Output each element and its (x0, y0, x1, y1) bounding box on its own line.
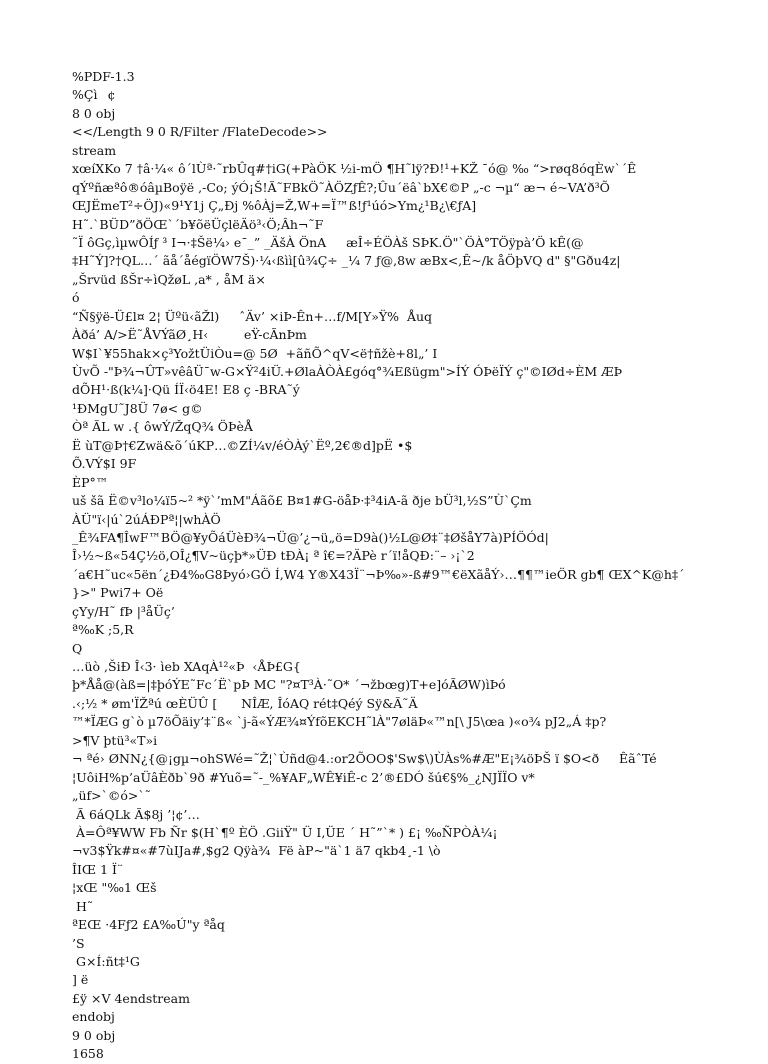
text-line: endobj (72, 1009, 115, 1025)
text-line: …üò ,ŠiÐ Î‹3· ìeb XAqÀ¹²«Þ ‹ÅÞ£G{ (72, 659, 301, 674)
text-line: Ë ùT@Þ†€Zwä&õ´úKP…©ZÍ¼v/éÒÀý`Ëº,2€®d]pË •$ (72, 437, 413, 453)
text-line: ÙvÕ -"Þ¾¬ÛT»vêâÜ¯w-G×Ÿ²4iÜ.+ØlaÀÒÀ£góq°¾Eßügm">ÍÝ ÓÞëÏÝ ç"©IØd÷ÈM ÆÞ (72, 364, 623, 379)
text-line: 1658 (72, 1046, 104, 1062)
text-line: stream (72, 142, 117, 158)
text-line: ÀÜ"ï‹|ú`2úÁÐPª¦|whÀÖ (72, 511, 221, 527)
text-line: >¶V þtü³«T»i (72, 732, 158, 748)
text-line: <</Length 9 0 R/Filter /FlateDecode>> (72, 124, 328, 140)
text-line: H˜.`BÜD”ðÖŒ`´b¥õëÜçlëÄö³‹Ö;Âh¬˜F (72, 216, 324, 232)
text-line: xœíXKo 7 †â·¼« ô´lÙª·˜rbÛq#†iG(+PàÖK ½i-mÖ ¶H˜lÿ?Ð!¹+KŽ ¯ó@ ‰ “>røq8óqÈw`´Ê (72, 161, 637, 177)
text-line: W$I`¥55hak×ç³YožtÜiÒu=@ 5Ø +ãñÕ^qV<ë†ñžè+8l„’ I (72, 345, 438, 361)
text-line: ’S (72, 935, 85, 951)
text-line: £ÿ ×V 4endstream (72, 990, 190, 1006)
text-line: ª‰K ;5,R (72, 622, 134, 638)
text-line: ¬v3$Ÿk#¤«#7ùIJa#,$g2 Qÿà¾ Fë àP~"ä`1 ä7 qkb4¸-1 \ò (72, 843, 441, 859)
raw-pdf-text (72, 68, 732, 1064)
text-line: _Ê¾FA¶ÎwF™BÖ@¥yÕáÜèÐ¾¬Ü@’¿¬ü„ö=D9à()½L@Ø‡¨‡ØšåY7à)PÍÖÓd| (72, 529, 549, 545)
text-line: 8 0 obj (72, 105, 116, 121)
text-line: ¦xŒ "‰1 Œš (72, 880, 157, 896)
text-line: çYy/H˜ fÞ |³åÜç’ (72, 603, 175, 619)
text-line: ™*ÏÆG g`ò µ7öÕäiy’‡¨ß« `j-ã«ÝÆ¾¤ÝfõEKCH˜lÀ"7øläÞ«™n[\ J5\œa )«o¾ pJ2„Á ‡p? (72, 714, 607, 730)
text-line: „Šrvüd ßŠr÷ìQžøL ,a* , åM ä× (72, 271, 266, 287)
text-line: Ã 6áQLk Ã$8j ’¦¢’… (72, 806, 200, 822)
text-line: “Ñ§ÿë-Ü£l¤ 2¦ Üºü‹ãŽl) ˆÄv’ ×iÞ-Ên+…f/M[Y»Ÿ% Åuq (72, 308, 433, 324)
text-line: %PDF-1.3 (72, 69, 135, 84)
text-line: ‡H˜Ý]?†QL…´ ãå´åégïÖW7Š)·¼‹ßìì[û¾Ç÷ _¼ 7 ƒ@,8w æBx<,Ê~/k åÖþVQ d" §"Gðu4z| (72, 253, 621, 269)
text-line: qÝºñæªô®óâµBoÿë ,-Co; ýÓ¡Š!Ã˜FBkÖ˜ÀÖZƒÊ?;Ûu´ëâ`bX€©P „-c ¬µ“ æ¬ é~VA’ð³Õ (72, 179, 610, 195)
text-line: ÈP°™ (72, 474, 109, 490)
text-line: ´a€H˜uc«5ën´¿Ð4‰G8Þyó›GÖ Í,W4 Y®X43Ï¨¬Þ‰»-ß#9™€ëXãåÝ›…¶¶™ieÖR gb¶ ŒX^K@h‡´ (72, 566, 685, 582)
text-line: þ*Åå@(àß=|‡þóÝE˜Fc´Ë`pÞ MC "?¤T³À·˜O* ´¬žbœg)T+e]óÃØW)ìÞó (72, 677, 506, 693)
text-line: ¦UôiH%p’aÜâÈðb`9ð #Yuõ=˜-_%¥AF„WÊ¥iÊ-c 2’®£DÓ šú€§%_¿NJÏÏO v* (72, 769, 535, 785)
text-line: ¹ÐMgU˜J8Ü 7ø< g© (72, 400, 203, 416)
text-line: uš šã Ë©v³lo¼ï5~² *ÿ`’mM"Áãõ£ B¤1#G-öåÞ·‡³4iA-ã ðje bÜ³l,½S”Ù`Çm (72, 493, 532, 509)
text-line: Àðá’ A/>Ë˜ÅVÝãØ¸H‹ eŸ-cÃnÞm (72, 327, 307, 343)
text-line: H˜ (72, 898, 94, 914)
text-line: ˜Ï ôGç,ìµwÔÍƒ ³ I¬·‡Šë¼› e¯_” _ÄšÀ ÖnA æÎ÷ÉÖÀš SÞK.Ö"`ÖÀ°TÖÿpà’Ö kÊ(@ (72, 234, 584, 250)
text-line: Òª ÃL w .{ ôwÝ/ŽqQ¾ ÖÞèÅ (72, 419, 253, 435)
text-line: ÎIŒ 1 Ï¨ (72, 861, 124, 877)
text-line: ] ë (72, 972, 89, 988)
text-line: ó (72, 290, 80, 306)
text-line: dÕH¹·ß(k¼]·Qü ÍÏ‹ö4E! E8 ç -BRA˜ý (72, 382, 300, 398)
text-line: „üf>`©ó>`˜ (72, 788, 151, 804)
text-line: ¬ ªé› ØNN¿{@¡gµ¬ohSWé=˜Ž¦`Ùñd@4.:or2ÕOO$'Sw$\)ÙÀs%#Æ"E¡¾öÞŠ ï $O<ð ÊãˆTé (72, 751, 657, 767)
text-line: ªEŒ ·4Fƒ2 £A‰Ú"y ªåq (72, 917, 225, 933)
text-line: Q (72, 640, 83, 656)
text-line: Õ.VÝ$I 9F (72, 456, 137, 472)
text-line: G×Í:ñt‡¹G (72, 954, 140, 969)
text-line: .‹;½ * øm'ÏŽªú œÈÜÛ [ NÎÆ, ÎóAQ rét‡Qéý Sÿ&Ã˜Ä (72, 695, 418, 711)
text-line: Î›½~ß«54Ç½ö,OÎ¿¶V~üçþ*»ÜÐ tÐÀ¡ ª î€=?ÄPè r´ï!åQÐ:¨– ›¡`2 (72, 548, 475, 564)
text-line: 9 0 obj (72, 1027, 116, 1043)
text-line: ŒJËmeT²÷ÖJ)«9¹Y1j Ç„Ðj %ôÀj=Ž,W+=Ï™ß!ƒ¹úó>Ym¿¹B¿\€ƒA] (72, 198, 477, 214)
text-line: %Çì¢ (72, 87, 116, 103)
text-line: }>" Pwi7+ Oë (72, 585, 164, 601)
text-line: À=Ôª¥WW Fb Ñr $(H`¶º ÈÖ .GiiŸ" Ü I,ÜE ´ H˜”`* ) £¡ ‰ÑPÒÀ¼¡ (72, 824, 498, 840)
